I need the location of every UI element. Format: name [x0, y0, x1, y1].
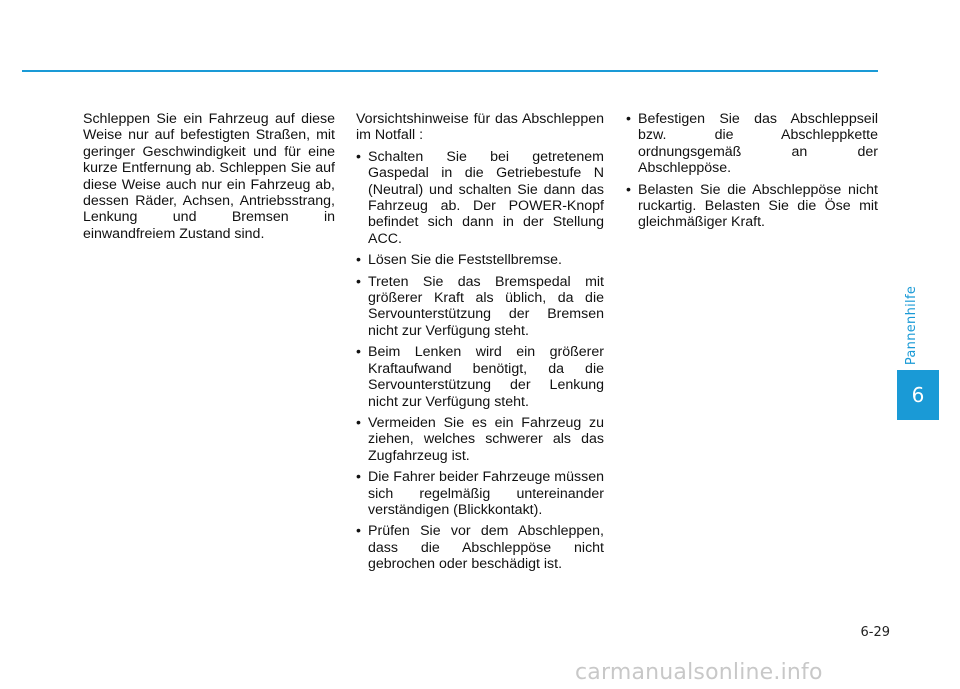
column-3: [626, 111, 878, 231]
list-item: • Vermeiden Sie es ein Fahrzeug zu ziehen, welches schwerer als das Zugfahrzeug ist.: [356, 415, 604, 464]
list-item: • Treten Sie das Bremspedal mit größerer Kraft als üblich, da die Servounterstützung der Bremsen nicht zur Verfügung steht.: [356, 274, 604, 340]
list-item: • Befestigen Sie das Abschleppseil bzw. die Abschleppkette ordnungsgemäß an der Abschleppöse.: [626, 111, 878, 177]
column-1: [83, 111, 335, 242]
section-label: [901, 285, 923, 365]
chapter-tab[interactable]: [897, 370, 939, 420]
list-item: • Belasten Sie die Abschleppöse nicht ruckartig. Belasten Sie die Öse mit gleichmäßiger Kraft.: [626, 182, 878, 231]
column-2: [356, 111, 604, 573]
list-item: • Prüfen Sie vor dem Abschleppen, dass die Abschleppöse nicht gebrochen oder beschädigt ist.: [356, 523, 604, 572]
tow-rope-list: [626, 111, 878, 231]
watermark: carmanualsonline.info: [575, 660, 823, 685]
emergency-towing-intro: Vorsichtshinweise für das Abschleppen im Notfall :: [356, 111, 604, 144]
page-number: 6-29: [860, 625, 890, 640]
section-label-text: Pannenhilfe: [904, 285, 920, 365]
towing-conditions-paragraph: Schleppen Sie ein Fahrzeug auf diese Weise nur auf befestigten Straßen, mit geringer Geschwindigkeit und für eine kurze Entfernung ab. Schleppen Sie auf diese Weise auch nur ein Fahrzeug ab, dessen Räder, Achsen, Antriebsstrang, Lenkung und Bremsen in einwandfreiem Zustand sind.: [83, 111, 335, 242]
list-item: • Schalten Sie bei getretenem Gaspedal in die Getriebestufe N (Neutral) und schalten Sie dann das Fahrzeug ab. Der POWER-Knopf befindet sich dann in der Stellung ACC.: [356, 149, 604, 247]
header-rule: [22, 70, 878, 72]
list-item: • Beim Lenken wird ein größerer Kraftaufwand benötigt, da die Servounterstützung der Lenkung nicht zur Verfügung steht.: [356, 344, 604, 410]
chapter-number: 6: [911, 383, 925, 407]
emergency-towing-list: [356, 149, 604, 573]
list-item: • Die Fahrer beider Fahrzeuge müssen sich regelmäßig untereinander verständigen (Blickkontakt).: [356, 469, 604, 518]
list-item: • Lösen Sie die Feststellbremse.: [356, 252, 604, 268]
